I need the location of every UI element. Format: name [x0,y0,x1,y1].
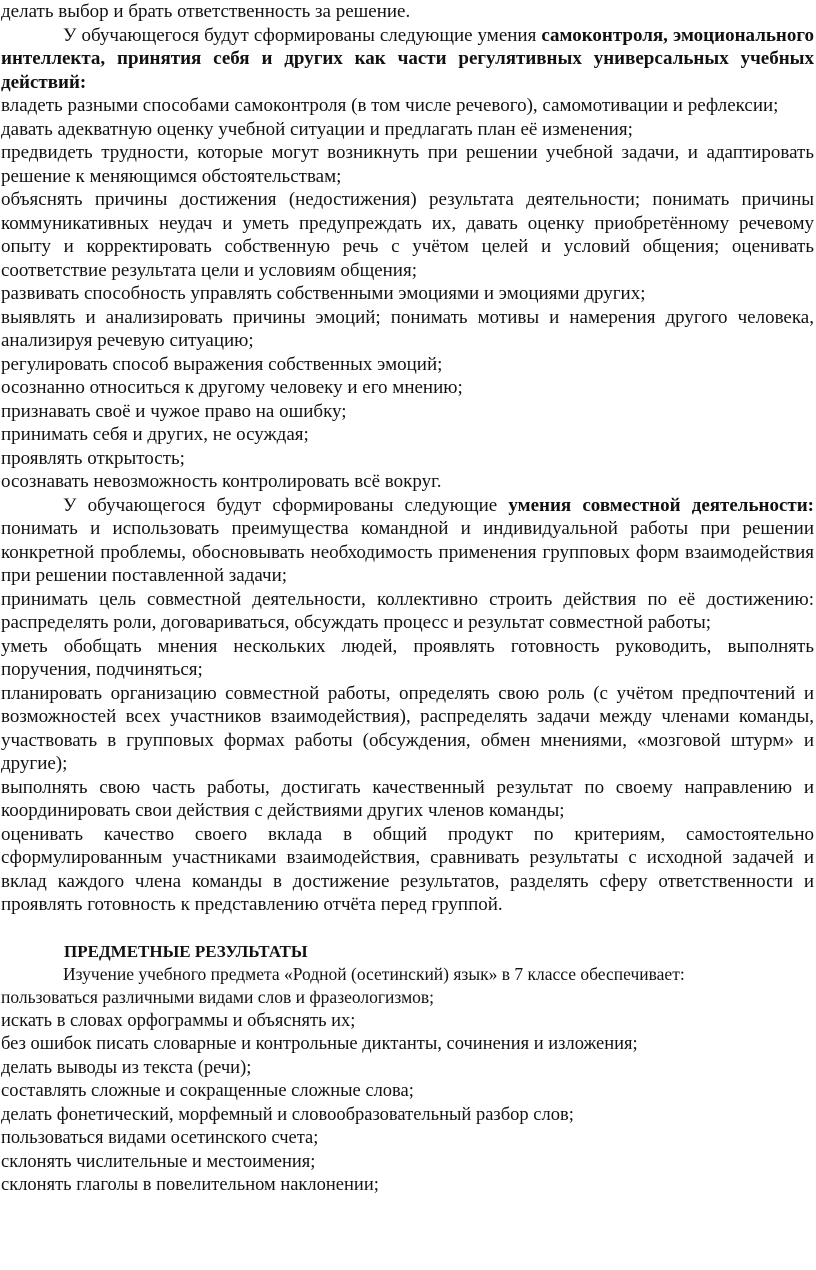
joint-activity-rest: понимать и использовать преимущества командной и индивидуальной работы при решении конкретной проблемы, обосновывать необходимость применения групповых форм взаимодействия при решении поставленной задачи; [1,518,814,586]
paragraph-decision: делать выбор и брать ответственность за решение. [1,1,411,22]
list-item: без ошибок писать словарные и контрольные диктанты, сочинения и изложения; [1,1034,638,1054]
subject-intro: Изучение учебного предмета «Родной (осетинский) язык» в 7 классе обеспечивает: [63,963,685,984]
list-item: владеть разными способами самоконтроля (в том числе речевого), самомотивации и рефлексии; [1,95,779,116]
list-item: регулировать способ выражения собственных эмоций; [1,353,443,375]
self-control-bold: самоконтроля, эмоционального интеллекта, принятия себя и других как части регулятивных универсальных учебных действий: [1,24,814,93]
joint-activity-intro-text: У обучающегося будут сформированы следующие [63,494,509,516]
joint-activity-bold: умения совместной деятельности: [508,494,814,516]
list-item: проявлять открытость; [1,447,185,469]
list-item: принимать цель совместной деятельности, коллективно строить действия по её достижению: распределять роли, договариваться, обсуждать процесс и результат совместной работы; [1,588,814,633]
list-item: предвидеть трудности, которые могут возникнуть при решении учебной задачи, и адаптировать решение к меняющимся обстоятельствам; [1,142,814,187]
list-item: искать в словах орфограммы и объяснять их; [1,1010,356,1031]
list-item: планировать организацию совместной работы, определять свою роль (с учётом предпочтений и возможностей всех участников взаимодействия), распределять задачи между членами команды, участвовать в групповых формах работы (обсуждения, обмен мнениями, «мозговой штурм» и другие); [1,682,814,774]
list-item: принимать себя и других, не осуждая; [1,424,309,445]
list-item: уметь обобщать мнения нескольких людей, проявлять готовность руководить, выполнять поручения, подчиняться; [1,635,814,680]
list-item: оценивать качество своего вклада в общий продукт по критериям, самостоятельно сформулированным участниками взаимодействия, сравнивать результаты с исходной задачей и вклад каждого члена команды в достижение результатов, разделять сферу ответственности и проявлять готовность к представлению отчёта перед группой. [1,823,814,915]
list-item: признавать своё и чужое право на ошибку; [1,400,347,422]
joint-activity-intro [1,494,814,588]
list-item: объяснять причины достижения (недостижения) результата деятельности; понимать причины коммуникативных неудач и уметь предупреждать их, давать оценку приобретённому речевому опыту и корректировать собственную речь с учётом целей и условий общения; оценивать соответствие результата цели и условиям общения; [1,189,814,281]
list-item: пользоваться видами осетинского счета; [1,1128,319,1148]
list-item: осознанно относиться к другому человеку и его мнению; [1,377,463,398]
list-item: склонять числительные и местоимения; [1,1151,316,1172]
self-control-intro [1,24,814,95]
list-item: осознавать невозможность контролировать всё вокруг. [1,471,442,492]
section-spacer [1,917,816,940]
list-item: пользоваться различными видами слов и фразеологизмов; [1,987,435,1007]
list-item: делать выводы из текста (речи); [1,1057,252,1078]
section-heading: ПРЕДМЕТНЫЕ РЕЗУЛЬТАТЫ [64,941,308,961]
list-item: выполнять свою часть работы, достигать качественный результат по своему направлению и координировать свои действия с действиями других членов команды; [1,776,814,821]
list-item: развивать способность управлять собственными эмоциями и эмоциями других; [1,283,646,304]
list-item: склонять глаголы в повелительном наклонении; [1,1175,379,1195]
list-item: давать адекватную оценку учебной ситуации и предлагать план её изменения; [1,118,633,140]
list-item: делать фонетический, морфемный и словообразовательный разбор слов; [1,1104,574,1125]
list-item: выявлять и анализировать причины эмоций; понимать мотивы и намерения другого человека, анализируя речевую ситуацию; [1,306,814,351]
list-item: составлять сложные и сокращенные сложные слова; [1,1081,414,1101]
self-control-intro-text: У обучающегося будут сформированы следующие умения [63,24,542,46]
